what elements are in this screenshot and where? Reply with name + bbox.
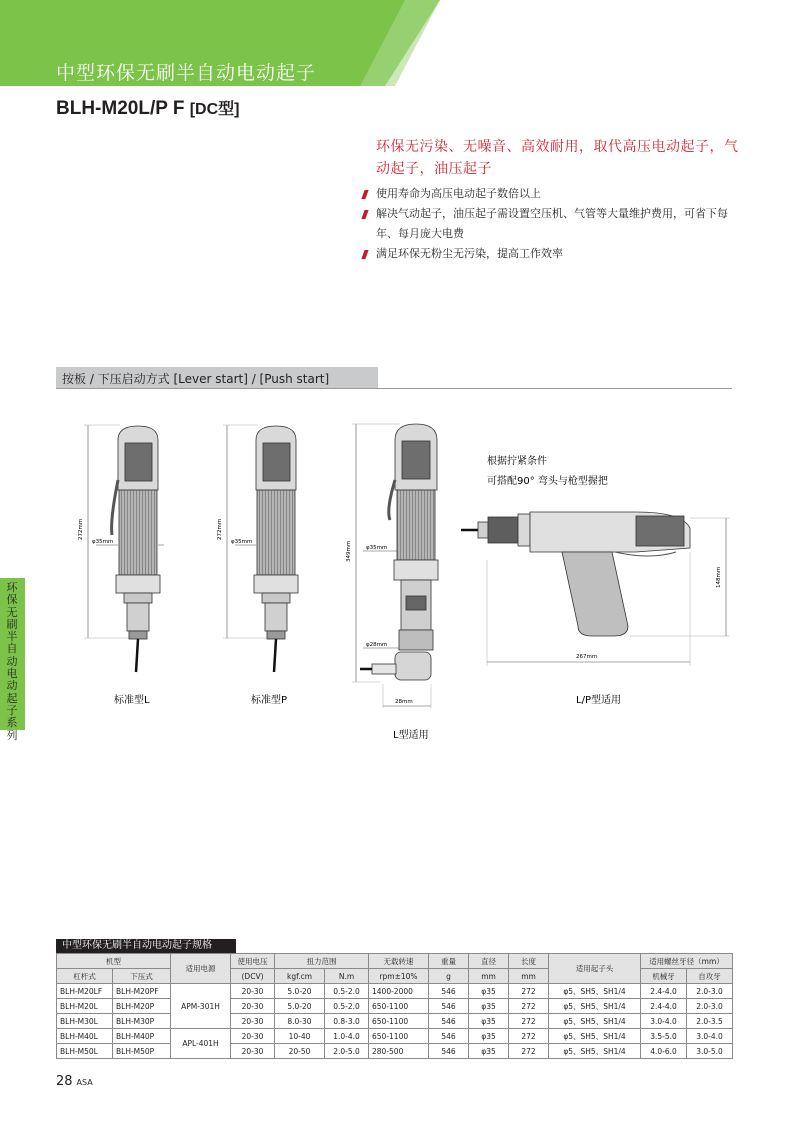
bullet-mark [361,210,368,219]
feature-item: 解决气动起子，油压起子需设置空压机、气管等大量维护费用，可省下每年、每月庞大电费 [360,204,740,244]
section-divider [56,388,732,389]
feature-item: 满足环保无粉尘无污染，提高工作效率 [360,244,740,264]
bullet-mark [361,250,368,259]
dim-35-l: φ35mm [92,539,114,545]
table-row: BLH-M40L BLH-M40P APL-401H 20-30 10-40 1.0-4.0 650-1100 546 φ35 272 φ5、SH5、SH1/4 3.5-5.0 3.0-4.0 [57,1029,733,1044]
footer-brand: ASA [76,1078,93,1087]
section-label: 按板 / 下压启动方式 [Lever start] / [Push start] [62,372,330,386]
feature-list [360,184,740,264]
caption-l-only: L型适用 [393,730,429,741]
bullet-mark [361,190,368,199]
dim-28d: φ28mm [366,642,388,648]
dim-28: 28mm [395,699,413,705]
dim-272-l: 272mm [78,518,84,540]
tool-pistol-drawing [461,512,730,666]
dim-272-p: 272mm [217,518,223,540]
table-subheader-row: 杠杆式 下压式 (DCV) kgf.cm N.m rpm±10% g mm mm 机械牙 自攻牙 [57,969,733,984]
dim-349: 349mm [346,540,352,562]
table-row: BLH-M50L BLH-M50P 20-30 20-50 2.0-5.0 280-500 546 φ35 272 φ5、SH5、SH1/4 4.0-6.0 3.0-5.0 [57,1044,733,1059]
tool-l-drawing [84,425,164,672]
model-name: BLH-M20L/P F [56,98,185,119]
model-title [56,96,240,120]
note-line-1: 根据拧紧条件 [487,456,547,467]
spec-table [56,953,733,1059]
table-row: BLH-M30L BLH-M30P 20-30 8.0-30 0.8-3.0 650-1100 546 φ35 272 φ5、SH5、SH1/4 3.0-4.0 2.0-3.5 [57,1014,733,1029]
tool-angle-drawing [352,424,438,708]
table-row: BLH-M20L BLH-M20P 20-30 5.0-20 0.5-2.0 650-1100 546 φ35 272 φ5、SH5、SH1/4 2.4-4.0 2.0-3.0 [57,999,733,1014]
caption-lp: L/P型适用 [576,695,621,706]
page-number-value: 28 [56,1074,73,1089]
caption-l: 标准型L [114,695,150,706]
headline: 环保无污染、无噪音、高效耐用，取代高压电动起子，气动起子，油压起子 [376,139,739,177]
dim-35-p: φ35mm [231,539,253,545]
dim-267: 267mm [576,654,598,660]
dim-148: 148mm [716,566,722,588]
spec-title: 中型环保无刷半自动电动起子规格 [62,940,212,951]
note-line-2: 可搭配90° 弯头与枪型握把 [487,476,608,487]
caption-p: 标准型P [251,695,288,706]
dim-35-a: φ35mm [366,545,388,551]
table-header-row: 机型 适用电源 使用电压 扭力范围 无载转速 重量 直径 长度 适用起子头 适用螺丝牙径（mm） [57,954,733,969]
tool-p-drawing [223,425,298,672]
table-row: BLH-M20LF BLH-M20PF APM-301H 20-30 5.0-20 0.5-2.0 1400-2000 546 φ35 272 φ5、SH5、SH1/4 2.4-4.0 2.0-3.0 [57,984,733,999]
feature-item: 使用寿命为高压电动起子数倍以上 [360,184,740,204]
side-tab-text: 环保无刷半自动电动起子系列 [6,581,18,742]
model-type: [DC型] [189,101,240,118]
page-number [56,1074,93,1089]
product-drawings [0,395,794,755]
banner-title: 中型环保无刷半自动电动起子 [56,62,317,84]
